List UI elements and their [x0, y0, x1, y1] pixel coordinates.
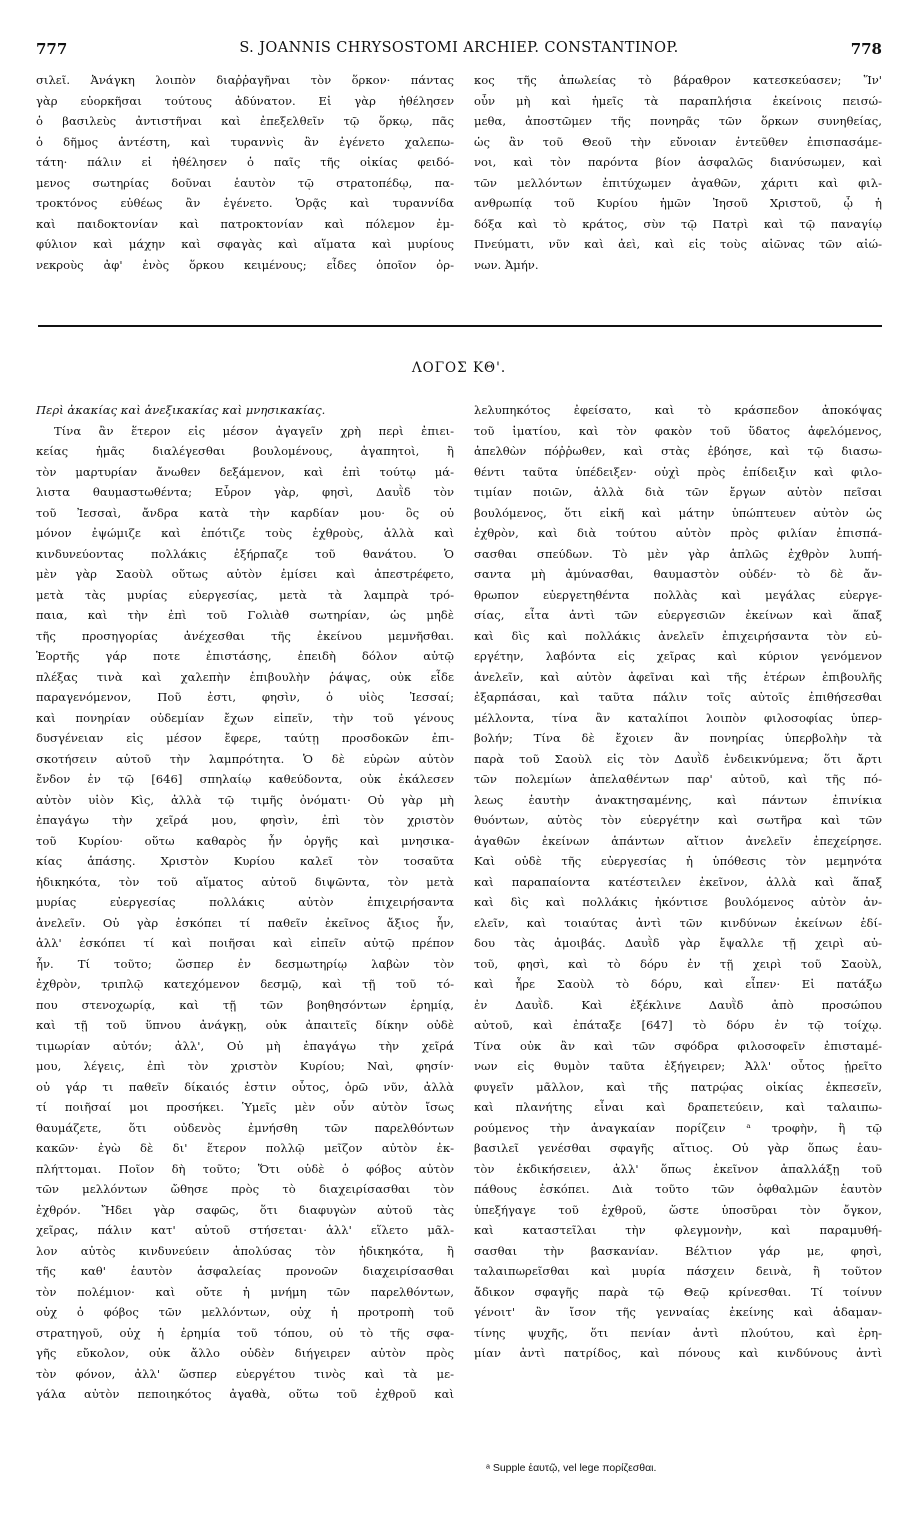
text-line: καὶ παιδοκτονίαν καὶ πατροκτονίαν καὶ πόλεμον ἐμ- — [36, 216, 454, 231]
running-title: S. JOANNIS CHRYSOSTOMI ARCHIEP. CONSTANTINOP. — [239, 40, 679, 56]
page-number-right: 778 — [850, 40, 882, 58]
text-line: τῆς καθ' ἑαυτὸν ἀσφαλείας προνοῶν διαχειρίσασθαι — [36, 1264, 454, 1278]
text-line: βολήν; Τίνα δὲ ἔχοιεν ἂν πονηρίας ὑπερβολὴν τὰ — [474, 731, 882, 745]
text-line: θαυμάζετε, ὅτι οὐδενὸς ἐμνήσθη τῶν παρελθόντων — [36, 1120, 454, 1135]
text-line: οὖν μὴ καὶ ἡμεῖς τὰ παραπλήσια ἐκείνοις πεισώ- — [474, 93, 882, 108]
text-line: μέλλοντα, τίνα ἂν καταλίποι λοιπὸν φιλοσοφίας ὑπερ- — [474, 710, 882, 725]
text-line: ἀνελεῖν. Οὐ γὰρ ἐσκόπει τί παθεῖν ἐκεῖνος ἄξιος ἦν, — [36, 915, 454, 930]
text-line: λελυπηκότος ἐφείσατο, καὶ τὸ κράσπεδον ἀποκόψας — [474, 403, 882, 417]
text-line: νων. Ἀμήν. — [474, 257, 539, 272]
text-line: πλήττομαι. Ποῖον δὴ τοῦτο; Ὅτι οὐδὲ ὁ φόβος αὐτὸν — [36, 1161, 454, 1176]
text-line: ἐξαρπάσαι, καὶ ταῦτα πάλιν τοῖς αὐτοῖς ἐπιθήσεσθαι — [474, 690, 882, 704]
text-line: καὶ ἦρε Σαοὺλ τὸ δόρυ, καὶ εἶπεν· Εἰ πατάξω — [474, 977, 882, 991]
text-line: μενος σωτηρίας δοῦναι ἑαυτὸν τῷ στρατοπέδῳ, πα- — [36, 175, 454, 190]
text-line: αὐτοῦ, καὶ ἐπάταξε [647] τὸ δόρυ ἐν τῷ τοίχῳ. — [474, 1018, 882, 1032]
text-line: φύλιον καὶ μάχην καὶ σφαγὰς καὶ αἵματα καὶ μυρίους — [36, 237, 454, 251]
discourse-heading: Περὶ ἀκακίας καὶ ἀνεξικακίας καὶ μνησικακίας. — [36, 403, 326, 417]
text-line: Ἑορτῆς γάρ ποτε ἐπιστάσης, ἐπειδὴ δόλον αὐτῷ — [36, 649, 454, 663]
text-line: καὶ πλανήτης εἶναι καὶ δραπετεύειν, καὶ ταλαιπω- — [474, 1100, 882, 1114]
top-right-column — [474, 70, 882, 275]
text-line: τὸν μαρτυρίαν ἄνωθεν δεξάμενον, καὶ ἐπὶ τούτῳ μά- — [36, 464, 454, 479]
section-title: ΛΟΓΟΣ ΚΘ'. — [411, 360, 507, 376]
text-line: εργέτην, λαβόντα εἰς χεῖρας καὶ κύριον γενόμενον — [474, 649, 882, 663]
bottom-right-column — [474, 400, 882, 1364]
text-line: σκοτήσειν αὐτοῦ τὴν λαμπρότητα. Ὁ δὲ εὑρὼν αὐτὸν — [36, 751, 454, 766]
text-line: τοῦ Κυρίου· οὕτω καθαρὸς ἦν ὀργῆς καὶ μνησικα- — [36, 833, 454, 848]
text-line: τοῦ ἱματίου, καὶ τὸν φακὸν τοῦ ὕδατος ἀφελόμενος, — [474, 423, 882, 438]
text-line: θυόντων, αὐτὸς τὸν εὐεργέτην καὶ σωτῆρα καὶ τῶν — [474, 813, 882, 827]
text-line: καὶ παραπαίοντα κατέστειλεν ἐκεῖνον, ἀλλὰ καὶ ἅπαξ — [474, 874, 882, 889]
text-line: θέντι ταῦτα ὑπέδειξεν· οὐχὶ πρὸς ἐπίδειξιν καὶ φιλο- — [474, 464, 882, 479]
text-line: ρούμενος τὴν ἀναγκαίαν πορίζειν ᵃ τροφὴν, ἢ τῷ — [474, 1120, 882, 1135]
text-line: βασιλεῖ γενέσθαι σφαγῆς αἴτιος. Οὐ γὰρ ὅπως ἑαυ- — [474, 1141, 882, 1155]
text-line: μίαν ἀντὶ πατρίδος, καὶ πόνους καὶ κινδύνους ἀντὶ — [474, 1346, 882, 1360]
text-line: γὰρ εὐορκῆσαι τούτους ἀδύνατον. Εἰ γὰρ ἠθέλησεν — [36, 93, 454, 108]
text-line: αὐτὸν υἱὸν Κὶς, ἀλλὰ τῷ τιμῆς ὀνόματι· Οὐ γὰρ μὴ — [36, 792, 454, 807]
footnote: ᵃ Supple ἑαυτῷ, vel lege πορίζεσθαι. — [486, 1462, 657, 1474]
bottom-left-column — [36, 400, 454, 1405]
text-line: θρωπον εὐεργετηθέντα πολλὰς καὶ μεγάλας εὐεργε- — [474, 587, 882, 602]
text-line: καὶ δὶς καὶ πολλάκις ἠκόντισε βουλόμενος αὐτὸν ἀν- — [474, 895, 882, 909]
text-line: Καὶ οὐδὲ τῆς εὐεργεσίας ἡ ὑπόθεσις τὸν μεμηνότα — [474, 854, 882, 868]
text-line: κος τῆς ἀπωλείας τὸ βάραθρον κατεσκεύασεν; Ἵν' — [474, 73, 882, 87]
page-header — [36, 40, 882, 68]
text-line: ἐχθρὸν, καὶ διὰ τούτου αὐτὸν πρὸς φιλίαν ἐπισπά- — [474, 526, 882, 540]
text-line: σιλεῖ. Ἀνάγκη λοιπὸν διαῤῥαγῆναι τὸν ὅρκον· πάντας — [36, 73, 454, 87]
text-line: λιστα θαυμαστωθέντα; Εὗρον γὰρ, φησὶ, Δαυῒδ τὸν — [36, 485, 454, 499]
text-line: μὲν γὰρ Σαοὺλ οὕτως αὐτὸν ἐμίσει καὶ ἀπεστρέφετο, — [36, 567, 454, 581]
text-line: καὶ πονηρίαν οὐδεμίαν ἔχων εἰπεῖν, τὴν τοῦ γένους — [36, 710, 454, 725]
text-line: ἐχθρόν. Ἤδει γὰρ σαφῶς, ὅτι διαφυγὼν αὐτοῦ τὰς — [36, 1202, 454, 1217]
text-line: φυγεῖν μᾶλλον, καὶ τῆς πατρῴας οἰκίας ἐκπεσεῖν, — [474, 1079, 882, 1094]
text-line: Τίνα ἂν ἕτερον εἰς μέσον ἀγαγεῖν χρὴ περὶ ἐπιει- — [54, 423, 454, 438]
text-line: ἀγαθῶν ἐκείνων ἁπάντων αἴτιον ἀνελεῖν ἐπεχείρησε. — [474, 833, 882, 848]
text-line: γένοιτ' ἂν ἴσον τῆς γενναίας ἐκείνης καὶ ἀδαμαν- — [474, 1305, 882, 1319]
text-line: τὸν ἐκδικήσειεν, ἀλλ' ὅπως ἐκεῖνον ἀπαλλάξῃ τοῦ — [474, 1161, 882, 1176]
text-line: ταλαιπωρεῖσθαι καὶ μυρία πάσχειν δεινὰ, ἢ τοῦτον — [474, 1264, 882, 1278]
text-line: μυρίας εὐεργεσίας πολλάκις αὐτὸν ἐπιχειρήσαντα — [36, 895, 454, 909]
text-line: δου τὰς ἀμοιβάς. Δαυῒδ γὰρ ἔψαλλε τῇ χειρὶ αὐ- — [474, 936, 882, 950]
text-line: ἀνελεῖν, καὶ αὐτὸν ἀφεῖναι καὶ τῆς ἑτέρων ἐπιβουλῆς — [474, 669, 882, 684]
text-line: Πνεύματι, νῦν καὶ ἀεὶ, καὶ εἰς τοὺς αἰῶνας τῶν αἰώ- — [474, 237, 882, 251]
text-line: καὶ δὶς καὶ πολλάκις ἀνελεῖν ἐπιχειρήσαντα τὸν εὐ- — [474, 628, 882, 643]
text-line: τροκτόνος εὐθέως ἂν ἐγένετο. Ὁρᾷς καὶ τυραννίδα — [36, 196, 454, 210]
text-line: ἠδικηκότα, τὸν τοῦ αἵματος αὐτοῦ διψῶντα, τὸν μετὰ — [36, 874, 454, 889]
text-line: παρὰ τοῦ Σαοὺλ εἰς τὸν Δαυῒδ ἐνδεικνύμενα; ὅτι ἄρτι — [474, 751, 882, 766]
text-line: καὶ τῇ τοῦ ὕπνου ἀνάγκῃ, οὐκ ἀπαιτεῖς δίκην οὐδὲ — [36, 1018, 454, 1032]
text-line: Τίνα οὐκ ἂν καὶ τῶν σφόδρα φιλοσοφεῖν ἐπισταμέ- — [474, 1038, 882, 1053]
text-line: στρατηγοῦ, οὐχ ἡ ἐρημία τοῦ τόπου, οὐ τὸ τῆς σφα- — [36, 1325, 454, 1340]
text-line: ὑπεξήγαγε τοῦ ἐχθροῦ, ὥστε ὑποσῦραι τὸν ὄγκον, — [474, 1202, 882, 1217]
text-line: οὐχ ὁ φόβος τῶν μελλόντων, οὐχ ἡ προτροπὴ τοῦ — [36, 1305, 454, 1319]
text-line: χεῖρας, πάλιν κατ' αὐτοῦ στήσεται· ἀλλ' εἵλετο μᾶλ- — [36, 1223, 454, 1237]
text-line: γῆς εὔκολον, οὐκ ἄλλο οὐδὲν διήγειρεν αὐτὸν πρὸς — [36, 1346, 454, 1360]
text-line: γάλα αὐτὸν πεποιηκότος ἀγαθὰ, οὕτω τοῦ ἐχθροῦ καὶ — [36, 1387, 454, 1401]
text-line: νων εἰς θυμὸν ταῦτα ἐξήγειρεν; Ἀλλ' οὗτος ᾑρεῖτο — [474, 1059, 882, 1073]
text-line: πάθους ἐσκόπει. Διὰ τοῦτο τῶν ὀφθαλμῶν ἑαυτὸν — [474, 1182, 882, 1196]
text-line: τιμίαν ποιῶν, ἀλλὰ διὰ τῶν ἔργων αὐτὸν πεῖσαι — [474, 485, 882, 499]
text-line: κίας ἁπάσης. Χριστὸν Κυρίου καλεῖ τὸν τοσαῦτα — [36, 854, 454, 868]
text-line: οὐ γάρ τι παθεῖν δίκαιός ἐστιν οὗτος, ὁρῶ νῦν, ἀλλὰ — [36, 1079, 454, 1094]
text-line: σίας, εἶτα ἀντὶ τῶν εὐεργεσιῶν ἐκείνων καὶ ἅπαξ — [474, 608, 882, 622]
text-line: δόξα καὶ τὸ κράτος, σὺν τῷ Πατρὶ καὶ τῷ παναγίῳ — [474, 216, 882, 231]
text-line: ελεῖν, καὶ τοιαύτας ἀντὶ τῶν κινδύνων ἐκείνων ἐδί- — [474, 915, 882, 930]
text-line: βουλόμενος, ὅτι εἰκῆ καὶ μάτην ὑπώπτευεν αὐτὸν ὡς — [474, 505, 882, 520]
text-line: μετὰ τὰς μυρίας εὐεργεσίας, μετὰ τὰ λαμπρὰ τρό- — [36, 587, 454, 602]
text-line: ἀλλ' ἐσκόπει τί καὶ ποιῆσαι καὶ εἰπεῖν αὐτῷ πρέπον — [36, 936, 454, 950]
text-line: τῶν μελλόντων ἐπιτύχωμεν ἀγαθῶν, χάριτι καὶ φιλ- — [474, 175, 882, 190]
text-line: τὸν πολέμιον· καὶ οὔτε ἡ μνήμη τῶν παρελθόντων, — [36, 1284, 454, 1299]
text-line: νεκροὺς ἀφ' ἑνὸς ὅρκου κειμένους; εἶδες ὁποῖον ὀρ- — [36, 257, 454, 272]
text-line: παραγενόμενον, Ποῦ ἐστι, φησὶν, ὁ υἱὸς Ἰεσσαί; — [36, 690, 454, 704]
text-line: λεως ἑαυτὴν ἀνακτησαμένης, καὶ πάντων ἐπινίκια — [474, 792, 882, 807]
text-line: καὶ καταστεῖλαι τὴν φλεγμονὴν, καὶ παραμυθή- — [474, 1223, 882, 1237]
text-line: σασθαι σπεύδων. Τὸ μὲν γὰρ ἁπλῶς ἐχθρὸν λυπή- — [474, 546, 882, 561]
text-line: ἐν Δαυῒδ. Καὶ ἐξέκλινε Δαυῒδ ἀπὸ προσώπου — [474, 997, 882, 1012]
text-line: νοι, καὶ τὸν παρόντα βίον ἀσφαλῶς διανύσωμεν, καὶ — [474, 155, 882, 169]
text-line: μεθα, ἀποστῶμεν τῆς πονηρᾶς τῶν ὅρκων συνηθείας, — [474, 114, 882, 128]
text-line: ανθρωπίᾳ τοῦ Κυρίου ἡμῶν Ἰησοῦ Χριστοῦ, ᾧ ἡ — [474, 196, 882, 210]
text-line: λον αὐτὸς κινδυνεύειν ἀπολύσας τὸν ἠδικηκότα, ἢ — [36, 1243, 454, 1258]
text-line: τῶν μελλόντων ὤθησε πρὸς τὸ διαχειρίσασθαι τὸν — [36, 1182, 454, 1196]
text-line: τοῦ, φησὶ, καὶ τὸ δόρυ ἐν τῇ χειρὶ τοῦ Σαοὺλ, — [474, 956, 882, 971]
text-line: σασθαι τὴν βασκανίαν. Βέλτιον γάρ με, φησὶ, — [474, 1243, 882, 1258]
text-line: ἦν. Τί τοῦτο; ὥσπερ ἐν δεσμωτηρίῳ λαβὼν τὸν — [36, 956, 454, 971]
text-line: τάτη· πάλιν εἰ ἠθέλησεν ὁ παῖς τῆς οἰκίας φειδό- — [36, 155, 454, 169]
text-line: κείας ἡμᾶς διαλέγεσθαι βουλομένους, ἀγαπητοὶ, ἢ — [36, 444, 454, 458]
text-line: ἔνδον ἐν τῷ [646] σπηλαίῳ καθεύδοντα, οὐκ ἐκάλεσεν — [36, 772, 454, 786]
text-line: τί ποιῆσαί μοι προσήκει. Ὑμεῖς μὲν οὖν αὐτὸν ἴσως — [36, 1100, 454, 1114]
top-left-column — [36, 70, 454, 275]
page-number-left: 777 — [36, 40, 68, 58]
text-line: που στενοχωρίᾳ, καὶ τῇ τῶν βοηθησόντων ἐρημίᾳ, — [36, 997, 454, 1012]
text-line: τῶν πολεμίων ἀπελαθέντων παρ' αὐτοῦ, καὶ τῆς πό- — [474, 772, 882, 786]
text-line: δυσγένειαν εἰς μέσον ἔφερε, ταύτῃ προσδοκῶν ἐπι- — [36, 731, 454, 745]
text-line: κινδυνεύοντας πολλάκις ἐξήρπαζε τοῦ θανάτου. Ὁ — [36, 546, 454, 561]
text-line: ἄδικον σφαγῆς παρὰ τῷ Θεῷ κρίνεσθαι. Τί τοίνυν — [474, 1284, 882, 1299]
text-line: παια, καὶ τὴν ἐπὶ τοῦ Γολιὰθ σωτηρίαν, ὡς μηδὲ — [36, 608, 454, 622]
text-line: σαντα μὴ ἀμύνασθαι, θαυμαστὸν οὐδέν· τὸ δὲ ἄν- — [474, 567, 882, 581]
text-line: ἐπαγάγω τὴν χεῖρά μου, φησὶν, ἐπὶ τὸν χριστὸν — [36, 813, 454, 827]
text-line: τιμωρίαν αὐτόν; ἀλλ', Οὐ μὴ ἐπαγάγω τὴν χεῖρά — [36, 1038, 454, 1053]
text-line: τοῦ Ἰεσσαὶ, ἄνδρα κατὰ τὴν καρδίαν μου· ὃς οὐ — [36, 505, 454, 520]
text-line: ἐχθρὸν, τριπλῷ κατεχόμενον δεσμῷ, καὶ τῇ τοῦ τό- — [36, 977, 454, 991]
text-line: τίνης ψυχῆς, ὅτι πενίαν ἀντὶ πλούτου, καὶ ἐρη- — [474, 1325, 882, 1340]
text-line: μόνον ἐψώμιζε καὶ ἐπότιζε τοὺς ἐχθροὺς, ἀλλὰ καὶ — [36, 526, 454, 540]
text-line: τὸν φόνον, ἀλλ' ὥσπερ εὐεργέτου τινὸς καὶ τὰ με- — [36, 1366, 454, 1381]
text-line: ἀπελθὼν πόῤῥωθεν, καὶ στὰς ἐβόησε, καὶ τῷ διασω- — [474, 444, 882, 458]
text-line: τῆς προσηγορίας ἀνέχεσθαι τῆς ἐκείνου μεμνῆσθαι. — [36, 628, 454, 643]
text-line: ὡς ἂν τοῦ Θεοῦ τὴν εὔνοιαν ἐντεῦθεν ἐπισπασάμε- — [474, 134, 882, 149]
text-line: κακῶν· ἐγὼ δὲ δι' ἕτερον πολλῷ μεῖζον αὐτὸν ἐκ- — [36, 1141, 454, 1155]
section-divider — [38, 325, 882, 327]
text-line: μου, λέγεις, ἐπὶ τὸν χριστὸν Κυρίου; Ναὶ, φησίν· — [36, 1059, 454, 1073]
text-line: ὁ δῆμος ἀντέστη, καὶ τυραννὶς ἂν ἐγένετο χαλεπω- — [36, 134, 454, 149]
text-line: ὁ βασιλεὺς ἀντιστῆναι καὶ ἐπεξελθεῖν τῷ ὅρκῳ, πᾶς — [36, 114, 454, 128]
text-line: πλέξας τινὰ καὶ χαλεπὴν ἐπιβουλὴν ῥάψας, οὐκ εἶδε — [36, 669, 454, 684]
